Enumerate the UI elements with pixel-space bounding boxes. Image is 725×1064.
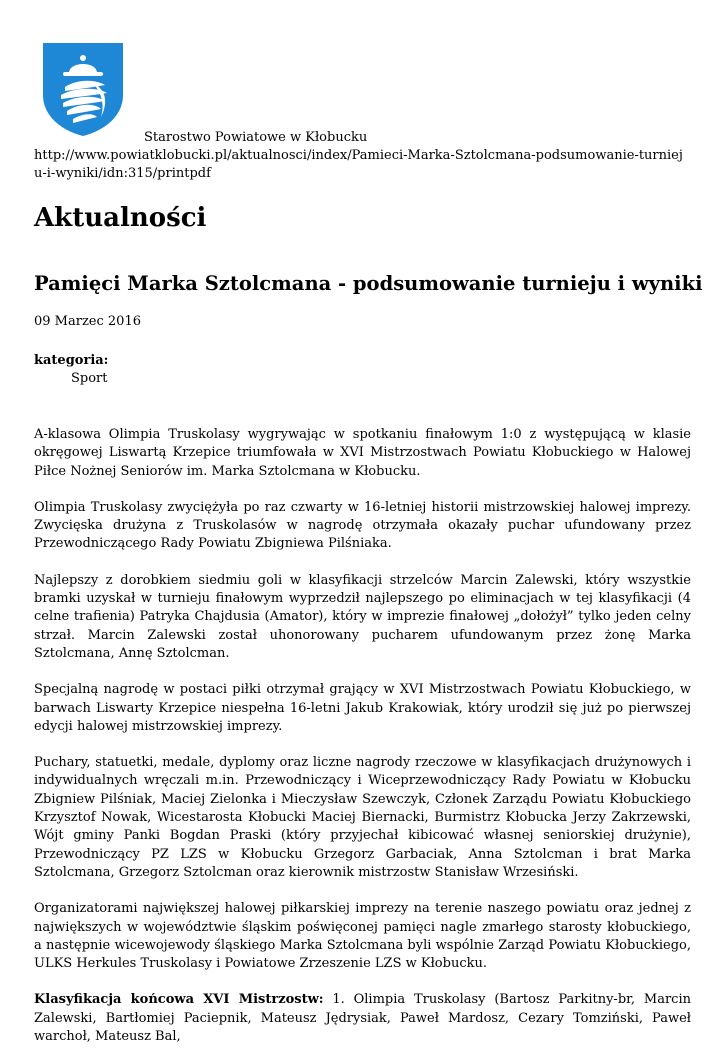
paragraph: Najlepszy z dorobkiem siedmiu goli w klasyfikacji strzelców Marcin Zalewski, który wszystkie bramki uzyskał w turnieju finałowym wyprzedził najlepszego po eliminacjach w tej klasyfikacji (4 celne trafienia) Patryka Chajdusia (Amator), który w imprezie finałowej „dołożył” tylko jeden celny strzał. Marcin Zalewski został uhonorowany pucharem ufundowanym przez żonę Marka Sztolcmana, Annę Sztolcman. [34,572,691,661]
article-title: Pamięci Marka Sztolcmana - podsumowanie turnieju i wyniki [34,272,703,295]
paragraph: Specjalną nagrodę w postaci piłki otrzymał grający w XVI Mistrzostwach Powiatu Kłobuckiego, w barwach Liswarty Krzepice niespełna 16-letni Jakub Krakowiak, który urodził się już po pierwszej edycji halowej mistrzowskiej imprezy. [34,682,691,734]
paragraph: Olimpia Truskolasy zwyciężyła po raz czwarty w 16-letniej historii mistrzowskiej halowej imprezy. Zwycięska drużyna z Truskolasów w nagrodę otrzymała okazały puchar ufundowany przez Przewodniczącego Rady Powiatu Zbigniewa Pilśniaka. [34,499,691,552]
print-header [34,129,691,183]
category-label: kategoria: [34,353,109,368]
paragraph: Organizatorami największej halowej piłkarskiej imprezy na terenie naszego powiatu oraz jednej z największych w województwie śląskim poświęconej pamięci nagle zmarłego starosty kłobuckiego, a następnie wicewojewody śląskiego Marka Sztolcmana byli wspólnie Zarząd Powiatu Kłobuckiego, ULKS Herkules Truskolasy i Powiatowe Zrzeszenie LZS w Kłobucku. [34,901,691,972]
final-classification [34,991,691,1046]
coat-of-arms-icon [43,43,123,136]
section-title: Aktualności [34,203,207,233]
source-url[interactable]: http://www.powiatklobucki.pl/aktualnosci/index/Pamieci-Marka-Sztolcmana-podsumowanie-turnieju-i-wyniki/idn:315/printpdf [34,148,683,181]
article-body [34,426,691,1064]
article-date: 09 Marzec 2016 [34,314,141,329]
paragraph: A-klasowa Olimpia Truskolasy wygrywając w spotkaniu finałowym 1:0 z występującą w klasie okręgowej Liswartą Krzepice triumfowała w XVI Mistrzostwach Powiatu Kłobuckiego w Halowej Piłce Nożnej Seniorów im. Marka Sztolcmana w Kłobucku. [34,427,691,479]
organization-name: Starostwo Powiatowe w Kłobucku [144,130,368,145]
final-classification-text: 1. Olimpia Truskolasy (Bartosz Parkitny-br, Marcin Zalewski, Bartłomiej Paciepnik, Mateusz Jędrysiak, Paweł Mardosz, Cezary Tomziński, Paweł warchoł, Mateusz Bal, [34,992,691,1045]
paragraph: Puchary, statuetki, medale, dyplomy oraz liczne nagrody rzeczowe w klasyfikacjach drużynowych i indywidualnych wręczali m.in. Przewodniczący i Wiceprzewodniczący Rady Powiatu w Kłobucku Zbigniew Pilśniak, Maciej Zielonka i Mieczysław Szewczyk, Członek Zarządu Powiatu Kłobuckiego Krzysztof Nowak, Wicestarosta Kłobucki Maciej Biernacki, Burmistrz Kłobucka Jerzy Zakrzewski, Wójt gminy Panki Bogdan Praski (który przyjechał kibicować własnej seniorskiej drużynie), Przewodniczący PZ LZS w Kłobucku Grzegorz Garbaciak, Anna Sztolcman i brat Marka Sztolcmana, Grzegorz Sztolcman oraz kierownik mistrzostw Stanisław Wrzesiński. [34,755,691,880]
category-value: Sport [71,371,108,386]
final-classification-label: Klasyfikacja końcowa XVI Mistrzostw: [34,992,324,1008]
